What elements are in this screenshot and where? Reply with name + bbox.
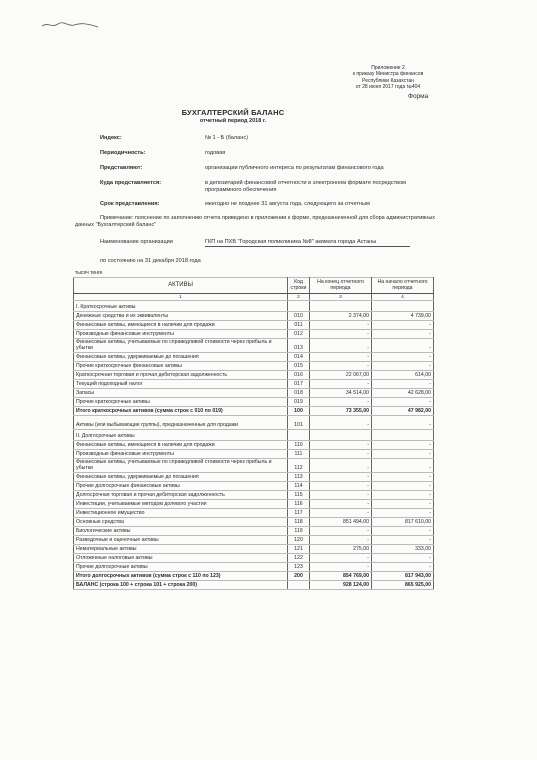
- table-row: [74, 473, 434, 482]
- table-row: [74, 536, 434, 545]
- table-header-row: [74, 278, 434, 294]
- empty-cell: [288, 301, 310, 312]
- row-code: 122: [288, 554, 310, 563]
- row-code: 100: [288, 407, 310, 416]
- start-period-value: 614,00: [372, 371, 434, 380]
- table-row: [74, 509, 434, 518]
- approval-line: Приложение 2: [371, 65, 405, 71]
- handwritten-scribble: [40, 18, 100, 32]
- start-period-value: -: [372, 563, 434, 572]
- asset-name: Основные средства: [74, 518, 288, 527]
- empty-cell: [372, 430, 434, 441]
- end-period-value: -: [310, 380, 372, 389]
- table-row: [74, 518, 434, 527]
- table-row: [74, 371, 434, 380]
- start-period-value: 333,00: [372, 545, 434, 554]
- end-period-value: 34 514,00: [310, 389, 372, 398]
- approval-line: от 28 июня 2017 года №404: [355, 83, 421, 90]
- asset-name: Финансовые активы, имеющиеся в наличии для продажи: [74, 321, 288, 330]
- row-code: 115: [288, 491, 310, 500]
- meta-label: Индекс:: [100, 135, 122, 141]
- as-of-date: по состоянию на 31 декабря 2018 года: [100, 258, 201, 264]
- start-period-value: -: [372, 509, 434, 518]
- end-period-value: -: [310, 362, 372, 371]
- row-code: 111: [288, 450, 310, 459]
- start-period-value: -: [372, 473, 434, 482]
- asset-name: Итого краткосрочных активов (сумма строк с 010 по 019): [74, 407, 288, 416]
- asset-name: Прочие краткосрочные активы: [74, 398, 288, 407]
- table-row: [74, 459, 434, 473]
- end-period-value: 22 067,00: [310, 371, 372, 380]
- table-row: [74, 441, 434, 450]
- end-period-value: -: [310, 473, 372, 482]
- row-code: 123: [288, 563, 310, 572]
- end-period-value: 851 494,00: [310, 518, 372, 527]
- table-row: [74, 362, 434, 371]
- asset-name: Инвестиции, учитываемые методом долевого участия: [74, 500, 288, 509]
- asset-name: Производные финансовые инструменты: [74, 450, 288, 459]
- balance-sheet-table: [73, 277, 434, 590]
- start-period-value: -: [372, 416, 434, 430]
- meta-label: Периодичность:: [100, 150, 146, 156]
- table-row-subtotal: [74, 572, 434, 581]
- empty-cell: [288, 430, 310, 441]
- row-code: 200: [288, 572, 310, 581]
- empty-cell: [372, 301, 434, 312]
- row-code: 110: [288, 441, 310, 450]
- start-period-value: 817 610,00: [372, 518, 434, 527]
- start-period-value: 42 628,00: [372, 389, 434, 398]
- meta-value: № 1 - Б (баланс): [205, 135, 249, 141]
- organization-label: Наименование организации: [100, 239, 173, 245]
- table-row: [74, 450, 434, 459]
- start-period-value: 4 739,00: [372, 312, 434, 321]
- empty-cell: [310, 430, 372, 441]
- balance-total-row: [74, 581, 434, 590]
- end-period-value: 73 355,00: [310, 407, 372, 416]
- end-period-value: -: [310, 482, 372, 491]
- start-period-value: -: [372, 321, 434, 330]
- empty-cell: [288, 581, 310, 590]
- meta-value: в депозитарий финансовой отчетности в электронном формате посредством программного обеспечения: [205, 180, 407, 193]
- asset-name: Отложенные налоговые активы: [74, 554, 288, 563]
- asset-name: Финансовые активы, учитываемые по справедливой стоимости через прибыль и убытки: [74, 459, 288, 473]
- row-code: 120: [288, 536, 310, 545]
- row-code: 014: [288, 353, 310, 362]
- asset-name: Прочие долгосрочные активы: [74, 563, 288, 572]
- end-period-value: -: [310, 398, 372, 407]
- row-code: 015: [288, 362, 310, 371]
- row-code: 112: [288, 459, 310, 473]
- meta-label: Представляют:: [100, 165, 143, 171]
- asset-name: Инвестиционное имущество: [74, 509, 288, 518]
- empty-cell: [310, 301, 372, 312]
- header-end-period: На конец отчетного периода: [310, 278, 372, 294]
- end-period-value: -: [310, 491, 372, 500]
- row-code: 017: [288, 380, 310, 389]
- start-period-value: -: [372, 398, 434, 407]
- column-numbers-row: [74, 294, 434, 301]
- section-title-row: [74, 430, 434, 441]
- section-title: I. Краткосрочные активы: [74, 301, 288, 312]
- end-period-value: -: [310, 330, 372, 339]
- end-period-value: -: [310, 353, 372, 362]
- row-code: 018: [288, 389, 310, 398]
- table-row: [74, 330, 434, 339]
- table-row: [74, 416, 434, 430]
- asset-name: Краткосрочная торговая и прочая дебиторская задолженность: [74, 371, 288, 380]
- table-row-subtotal: [74, 407, 434, 416]
- start-period-value: -: [372, 330, 434, 339]
- start-period-value: -: [372, 353, 434, 362]
- organization-name: ГКП на ПХВ "Городская поликлиника №8" акимата города Астаны: [205, 239, 410, 247]
- end-period-value: -: [310, 441, 372, 450]
- end-period-value: 854 769,00: [310, 572, 372, 581]
- end-period-value: -: [310, 450, 372, 459]
- balance-total-label: БАЛАНС (строка 100 + строка 101 + строка 200): [74, 581, 288, 590]
- end-period-value: -: [310, 339, 372, 353]
- asset-name: Финансовые активы, учитываемые по справедливой стоимости через прибыль и убытки: [74, 339, 288, 353]
- row-code: 010: [288, 312, 310, 321]
- document-title: БУХГАЛТЕРСКИЙ БАЛАНС: [181, 108, 285, 117]
- end-period-value: -: [310, 459, 372, 473]
- column-number: 4: [372, 294, 434, 301]
- start-period-value: -: [372, 339, 434, 353]
- start-period-value: -: [372, 527, 434, 536]
- asset-name: Нематериальные активы: [74, 545, 288, 554]
- asset-name: Биологические активы: [74, 527, 288, 536]
- row-code: 012: [288, 330, 310, 339]
- row-code: 101: [288, 416, 310, 430]
- table-row: [74, 339, 434, 353]
- units-label: тысяч тенге: [75, 270, 103, 276]
- end-period-value: -: [310, 416, 372, 430]
- meta-value: ежегодно не позднее 31 августа года, следующего за отчетным: [205, 201, 370, 207]
- table-row: [74, 312, 434, 321]
- end-period-value: -: [310, 527, 372, 536]
- row-code: 116: [288, 500, 310, 509]
- asset-name: Финансовые активы, удерживаемые до погашения: [74, 353, 288, 362]
- asset-name: Разведочные и оценочные активы: [74, 536, 288, 545]
- asset-name: Запасы: [74, 389, 288, 398]
- asset-name: Денежные средства и их эквиваленты: [74, 312, 288, 321]
- end-period-value: 275,00: [310, 545, 372, 554]
- end-period-value: -: [310, 500, 372, 509]
- asset-name: Финансовые активы, удерживаемые до погашения: [74, 473, 288, 482]
- asset-name: Финансовые активы, имеющиеся в наличии для продажи: [74, 441, 288, 450]
- table-row: [74, 321, 434, 330]
- start-period-value: 817 943,00: [372, 572, 434, 581]
- end-period-value: -: [310, 536, 372, 545]
- table-row: [74, 527, 434, 536]
- row-code: 118: [288, 518, 310, 527]
- asset-name: Долгосрочная торговая и прочая дебиторская задолженность: [74, 491, 288, 500]
- column-number: 1: [74, 294, 288, 301]
- approval-line: Республики Казахстан: [362, 77, 414, 84]
- approval-line: к приказу Министра финансов: [352, 71, 424, 78]
- start-period-value: -: [372, 441, 434, 450]
- asset-name: Активы (или выбывающие группы), предназначенные для продажи: [74, 416, 288, 430]
- end-period-value: -: [310, 554, 372, 563]
- start-period-value: -: [372, 450, 434, 459]
- row-code: 121: [288, 545, 310, 554]
- start-period-value: -: [372, 459, 434, 473]
- column-number: 2: [288, 294, 310, 301]
- header-assets: АКТИВЫ: [74, 278, 288, 294]
- asset-name: Прочие краткосрочные финансовые активы: [74, 362, 288, 371]
- end-period-value: 2 374,00: [310, 312, 372, 321]
- row-code: 013: [288, 339, 310, 353]
- start-period-value: -: [372, 491, 434, 500]
- row-code: 114: [288, 482, 310, 491]
- meta-label: Куда представляется:: [100, 180, 162, 186]
- start-period-value: -: [372, 482, 434, 491]
- asset-name: Итого долгосрочных активов (сумма строк с 110 по 123): [74, 572, 288, 581]
- start-period-value: -: [372, 500, 434, 509]
- end-period-value: -: [310, 321, 372, 330]
- table-row: [74, 353, 434, 362]
- table-row: [74, 500, 434, 509]
- row-code: 011: [288, 321, 310, 330]
- table-row: [74, 380, 434, 389]
- asset-name: Текущий подоходный налог: [74, 380, 288, 389]
- table-row: [74, 491, 434, 500]
- start-period-value: -: [372, 536, 434, 545]
- approval-header: [338, 65, 438, 90]
- table-row: [74, 554, 434, 563]
- section-title: II. Долгосрочные активы: [74, 430, 288, 441]
- table-row: [74, 389, 434, 398]
- start-period-value: 865 925,00: [372, 581, 434, 590]
- start-period-value: -: [372, 362, 434, 371]
- note-text: Примечание: пояснение по заполнению отчета приведено в приложении к форме, предназначенной для сбора административных данных "Бухгалтерский баланс": [75, 215, 436, 229]
- end-period-value: 928 124,00: [310, 581, 372, 590]
- end-period-value: -: [310, 563, 372, 572]
- asset-name: Производные финансовые инструменты: [74, 330, 288, 339]
- table-row: [74, 482, 434, 491]
- meta-label: Срок представления:: [100, 201, 160, 207]
- meta-value: годовая: [205, 150, 226, 156]
- column-number: 3: [310, 294, 372, 301]
- row-code: 119: [288, 527, 310, 536]
- start-period-value: -: [372, 554, 434, 563]
- start-period-value: -: [372, 380, 434, 389]
- row-code: 016: [288, 371, 310, 380]
- table-row: [74, 545, 434, 554]
- row-code: 113: [288, 473, 310, 482]
- document-period: отчетный период 2018 г.: [199, 118, 267, 124]
- section-title-row: [74, 301, 434, 312]
- table-row: [74, 563, 434, 572]
- header-start-period: На начало отчетного периода: [372, 278, 434, 294]
- asset-name: Прочие долгосрочные финансовые активы: [74, 482, 288, 491]
- start-period-value: 47 982,00: [372, 407, 434, 416]
- header-code: Код строки: [288, 278, 310, 294]
- meta-value: организации публичного интереса по результатам финансового года: [205, 165, 384, 171]
- end-period-value: -: [310, 509, 372, 518]
- row-code: 117: [288, 509, 310, 518]
- form-label: Форма: [408, 93, 429, 100]
- table-row: [74, 398, 434, 407]
- row-code: 019: [288, 398, 310, 407]
